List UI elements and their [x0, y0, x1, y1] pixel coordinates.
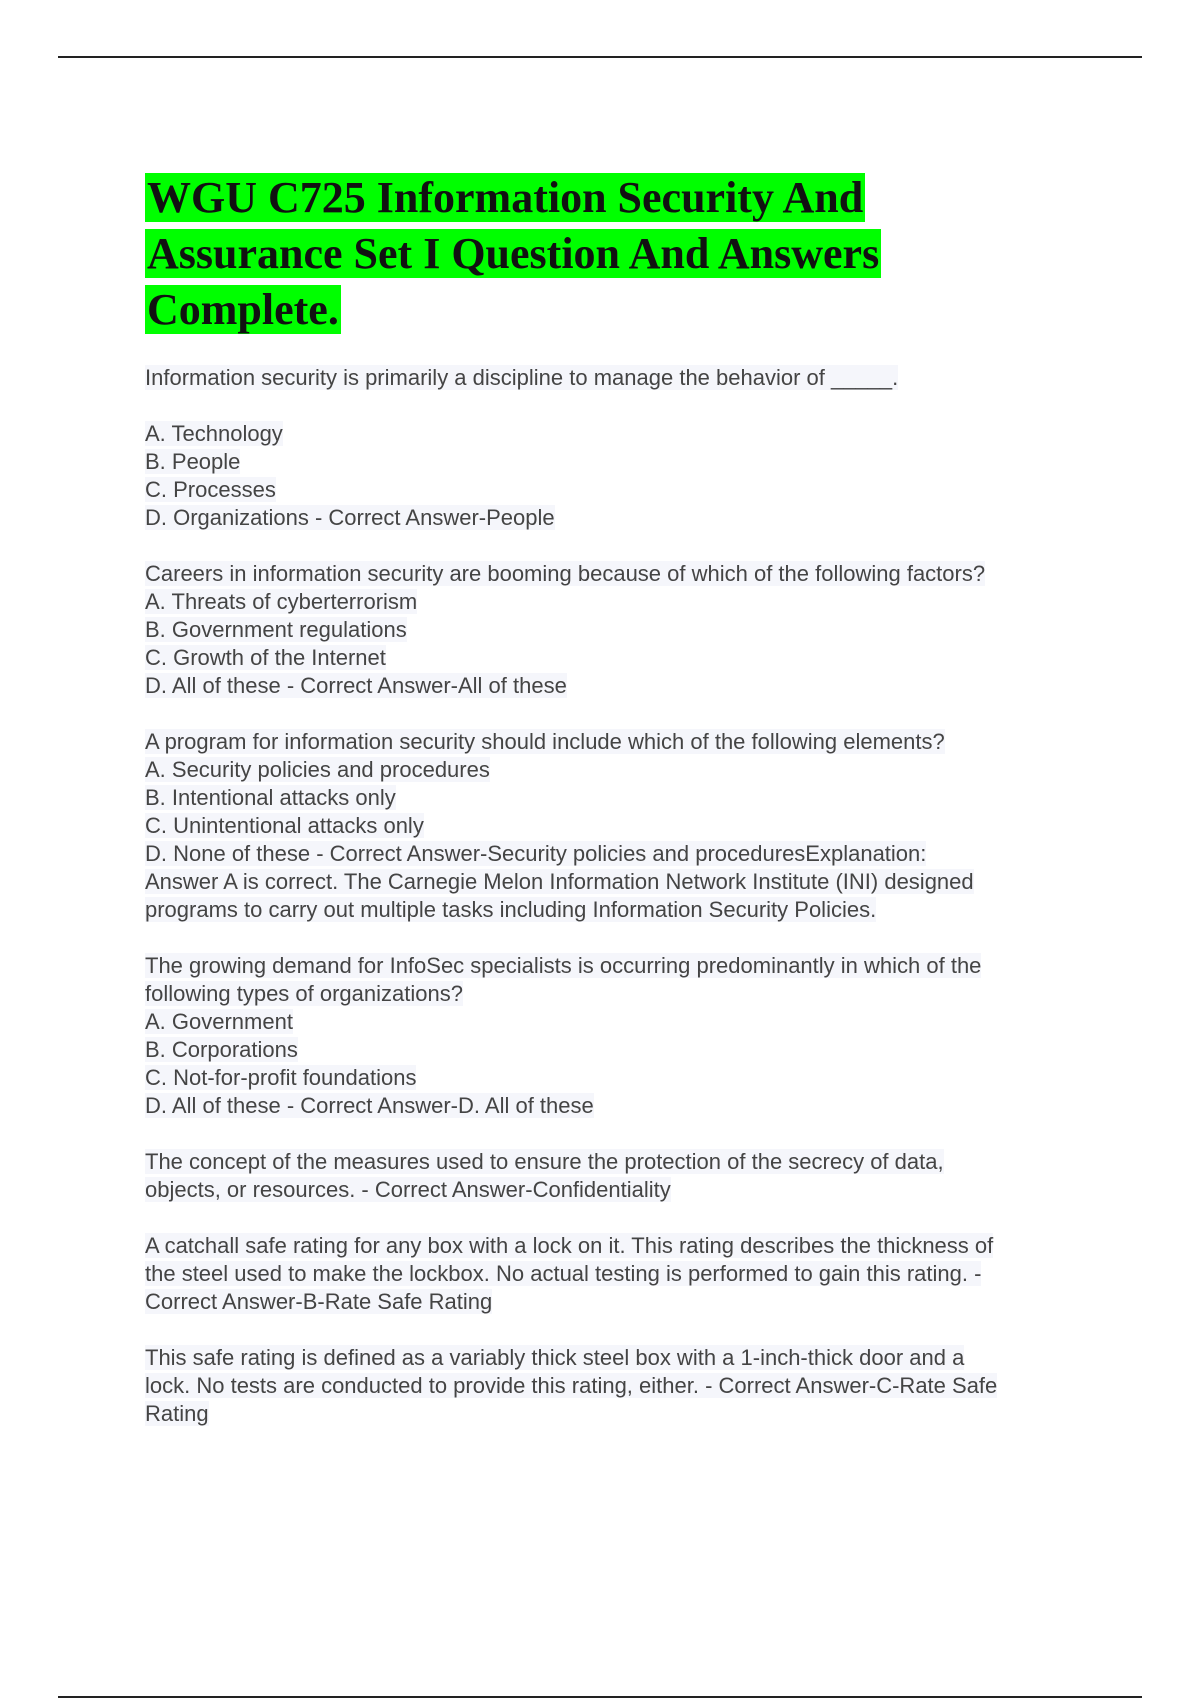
document-body	[145, 170, 1105, 1456]
question-text: Rating	[145, 1401, 209, 1426]
question-block	[145, 364, 1105, 532]
question-block	[145, 1148, 1105, 1204]
bottom-divider	[58, 1696, 1142, 1698]
question-text: following types of organizations?	[145, 981, 463, 1006]
question-text: The concept of the measures used to ensure the protection of the secrecy of data,	[145, 1149, 944, 1174]
question-text: A catchall safe rating for any box with a lock on it. This rating describes the thickness of	[145, 1233, 994, 1258]
answer-option: A. Security policies and procedures	[145, 757, 490, 782]
question-block	[145, 728, 1105, 924]
answer-option: A. Threats of cyberterrorism	[145, 589, 418, 614]
answer-option: C. Unintentional attacks only	[145, 813, 424, 838]
question-text: the steel used to make the lockbox. No actual testing is performed to gain this rating. -	[145, 1261, 982, 1286]
answer-option: D. None of these - Correct Answer-Security policies and proceduresExplanation:	[145, 841, 927, 866]
question-text: This safe rating is defined as a variably thick steel box with a 1-inch-thick door and a	[145, 1345, 965, 1370]
document-title	[145, 170, 1105, 338]
question-text: The growing demand for InfoSec specialists is occurring predominantly in which of the	[145, 953, 982, 978]
answer-option: A. Technology	[145, 421, 283, 446]
question-text: objects, or resources. - Correct Answer-Confidentiality	[145, 1177, 671, 1202]
question-text: Information security is primarily a discipline to manage the behavior of _____.	[145, 365, 899, 390]
question-block	[145, 1344, 1105, 1428]
question-block	[145, 560, 1105, 700]
answer-option: D. Organizations - Correct Answer-People	[145, 505, 555, 530]
answer-option: B. Government regulations	[145, 617, 407, 642]
title-line: WGU C725 Information Security And	[147, 173, 864, 222]
answer-option: C. Growth of the Internet	[145, 645, 386, 670]
top-divider	[58, 56, 1142, 58]
answer-option: D. All of these - Correct Answer-All of these	[145, 673, 567, 698]
question-block	[145, 952, 1105, 1120]
title-line: Assurance Set I Question And Answers	[147, 229, 880, 278]
answer-option: B. People	[145, 449, 241, 474]
answer-option: C. Processes	[145, 477, 276, 502]
answer-option: A. Government	[145, 1009, 293, 1034]
explanation-text: Answer A is correct. The Carnegie Melon Information Network Institute (INI) designed	[145, 869, 974, 894]
question-text: lock. No tests are conducted to provide this rating, either. - Correct Answer-C-Rate Safe	[145, 1373, 998, 1398]
answer-option: D. All of these - Correct Answer-D. All of these	[145, 1093, 594, 1118]
question-text: Careers in information security are booming because of which of the following factors?	[145, 561, 986, 586]
answer-option: C. Not-for-profit foundations	[145, 1065, 417, 1090]
question-text: Correct Answer-B-Rate Safe Rating	[145, 1289, 493, 1314]
answer-option: B. Corporations	[145, 1037, 298, 1062]
title-line: Complete.	[147, 285, 339, 334]
question-block	[145, 1232, 1105, 1316]
explanation-text: programs to carry out multiple tasks including Information Security Policies.	[145, 897, 877, 922]
answer-option: B. Intentional attacks only	[145, 785, 396, 810]
question-text: A program for information security should include which of the following elements?	[145, 729, 945, 754]
